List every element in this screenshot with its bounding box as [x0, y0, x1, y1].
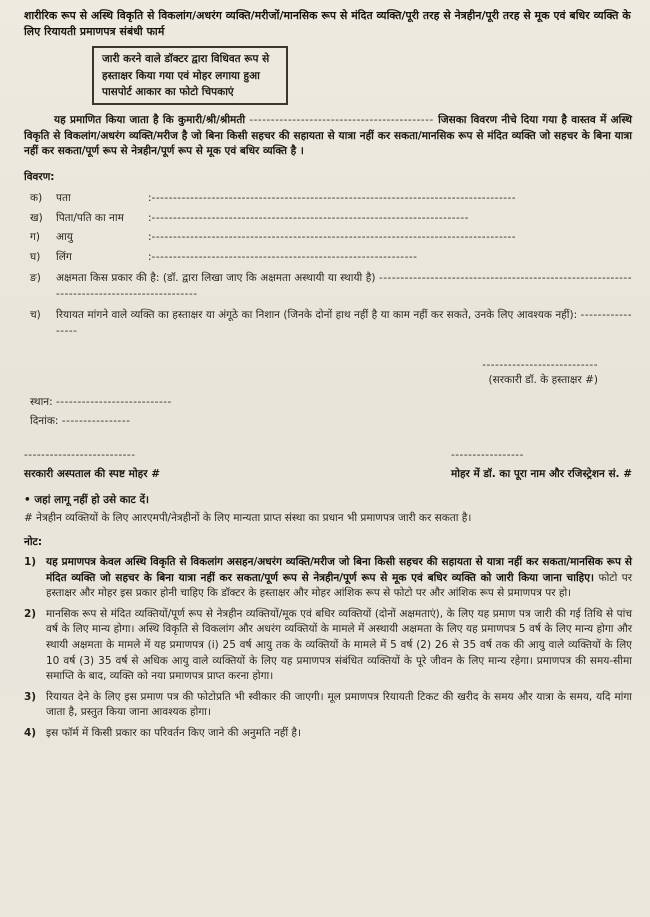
- date-row: [30, 414, 632, 430]
- date-label: दिनांक:: [30, 415, 59, 428]
- note-4-regular-text: इस फॉर्म में किसी प्रकार का परिवर्तन किए जाने की अनुमति नहीं है।: [46, 726, 301, 739]
- note-number: 3): [24, 690, 37, 703]
- note-3-regular-text: रियायत देने के लिए इस प्रमाण पत्र की फोटोप्रति भी स्वीकार की जाएगी। मूल प्रमाणपत्र रियायती टिकट की खरीद के समय और यात्रा के समय, यदि मांगा जाता है, प्रस्तुत किया जाना आवश्यक होगा।: [46, 690, 632, 719]
- detail-label-father-husband-name: पिता/पति का नाम: [56, 211, 124, 224]
- detail-row-gender: [30, 250, 632, 266]
- detail-label-gender: लिंग: [56, 250, 72, 263]
- place-label: स्थान:: [30, 395, 53, 408]
- father-husband-name-blank-line: --------------------------------------------------------------------------: [151, 211, 469, 224]
- certification-text-before: यह प्रमाणित किया जाता है कि कुमारी/श्री/श्रीमती: [54, 114, 250, 127]
- detail-label-age: आयु: [56, 231, 73, 244]
- place-row: [30, 395, 632, 411]
- photo-box-instructions: जारी करने वाले डॉक्टर द्वारा विधिवत रूप से हस्ताक्षर किया गया एवं मोहर लगाया हुआ पासपोर्ट आकार का फोटो चिपकाएं: [102, 53, 270, 98]
- detail-marker: ख): [30, 211, 43, 224]
- date-blank-line: ----------------: [61, 415, 131, 428]
- note-text: [46, 726, 632, 742]
- stamp-signature-row: [24, 448, 632, 483]
- doctor-name-registration-label: मोहर में डॉ. का पूरा नाम और रजिस्ट्रेशन सं. #: [450, 468, 632, 481]
- applicant-signature-instruction: रियायत मांगने वाले व्यक्ति का हस्ताक्षर या अंगूठे का निशान (जिनके दोनों हाथ नहीं है या काम नहीं कर सकते, उनके लिए आवश्यक नहीं):: [56, 309, 581, 322]
- photo-paste-box: [92, 46, 288, 105]
- note-item-4: [24, 726, 632, 742]
- detail-colon: :: [148, 250, 152, 263]
- doctor-name-line: -----------------: [450, 448, 524, 461]
- detail-colon: :: [148, 231, 152, 244]
- doctor-signature-label: (सरकारी डॉ. के हस्ताक्षर #): [488, 374, 598, 387]
- note-number: 2): [24, 607, 37, 620]
- hospital-stamp-block: [24, 448, 160, 483]
- note-number: 1): [24, 556, 37, 569]
- disability-type-blank-line: --------------------------------------------------------------------------------------------: [56, 272, 632, 300]
- address-blank-line: -------------------------------------------------------------------------------------: [151, 192, 517, 205]
- detail-marker: क): [30, 192, 43, 205]
- detail-row-age: [30, 230, 632, 246]
- age-blank-line: -------------------------------------------------------------------------------------: [151, 231, 517, 244]
- place-blank-line: ---------------------------: [56, 395, 172, 408]
- detail-row-applicant-signature: [30, 308, 632, 339]
- note-text: [46, 555, 632, 602]
- detail-marker: ग): [30, 231, 41, 244]
- note-2-regular-text: मानसिक रूप से मंदित व्यक्तियों/पूर्ण रूप से नेत्रहीन व्यक्तियों/मूक एवं बधिर व्यक्तियों (दोनों अक्षमताएं), के लिए यह प्रमाण पत्र जारी की गई तिथि से पांच वर्ष के लिए मान्य होगा। अस्थि विकृति से विकलांग और अधरंग व्यक्तियों के मामले में अस्थायी अक्षमता के लिए यह प्रमाणपत्र 5 वर्ष के लिए मान्य होगा और स्थायी अक्षमता के मामले में यह प्रमाणपत्र (i) 25 वर्ष आयु तक के व्यक्तियों के मामले में 5 वर्ष (2) 26 से 35 वर्ष तक की आयु वाले व्यक्तियों के लिए 10 वर्ष (3) 35 वर्ष से अधिक आयु वाले व्यक्तियों के लिए यह प्रमाणपत्र संबंधित व्यक्तियों के पूरे जीवन के लिए मान्य रहेगा। प्रमाणपत्र की समय-सीमा समाप्ति के बाद, व्यक्ति को नया प्रमाणपत्र प्राप्त करना होगा।: [46, 607, 632, 683]
- note-item-3: [24, 690, 632, 721]
- disability-type-question: अक्षमता किस प्रकार की है: (डॉ. द्वारा लिखा जाए कि अक्षमता अस्थायी या स्थायी है): [56, 272, 379, 285]
- doctor-signature-block: [24, 358, 598, 389]
- disability-type-text: [56, 271, 632, 302]
- applicant-signature-blank-line: -----------------: [56, 309, 632, 338]
- strike-out-footnote: • जहां लागू नहीं हो उसे काट दें।: [24, 493, 150, 506]
- detail-marker: च): [30, 309, 41, 322]
- note-text: [46, 607, 632, 685]
- form-title: शारीरिक रूप से अस्थि विकृति से विकलांग/अधरंग व्यक्ति/मरीजों/मानसिक रूप से मंदित व्यक्ति/पूरी तरह से नेत्रहीन/पूरी तरह से मूक एवं बधिर व्यक्ति के लिए रियायती प्रमाणपत्र संबंधी फार्म: [24, 9, 631, 39]
- name-blank-line: -------------------------------------------: [249, 114, 434, 127]
- hospital-stamp-line: --------------------------: [24, 448, 136, 461]
- note-1-bold-text: यह प्रमाणपत्र केवल अस्थि विकृति से विकलांग असहन/अधरंग व्यक्ति/मरीज जो बिना किसी सहचर की सहायता से यात्रा नहीं कर सकता/मानसिक रूप से मंदित व्यक्ति जो सहचर के बिना यात्रा नहीं कर सकता/पूर्ण रूप से नेत्रहीन/पूर्ण रूप से मूक एवं बधिर व्यक्ति को जारी किया जाना चाहिए।: [46, 556, 632, 584]
- note-text: [46, 690, 632, 721]
- detail-marker: घ): [30, 250, 41, 263]
- gender-blank-line: --------------------------------------------------------------: [151, 250, 418, 263]
- detail-row-disability-type: [30, 271, 632, 302]
- detail-colon: :: [148, 211, 152, 224]
- details-section: [24, 170, 632, 340]
- applicant-signature-text: [56, 308, 632, 339]
- notes-heading: नोट:: [24, 535, 43, 548]
- doctor-name-registration-block: [451, 448, 632, 483]
- details-heading: विवरण:: [24, 170, 55, 183]
- detail-label-address: पता: [56, 192, 71, 205]
- note-item-2: [24, 607, 632, 685]
- doctor-signature-line: ---------------------------: [482, 358, 598, 371]
- detail-row-father-husband-name: [30, 211, 632, 227]
- detail-colon: :: [148, 192, 152, 205]
- note-number: 4): [24, 726, 37, 739]
- note-item-1: [24, 555, 632, 602]
- rmp-footnote: # नेत्रहीन व्यक्तियों के लिए आरएमपी/नेत्रहीनों के लिए मान्यता प्राप्त संस्था का प्रधान भी प्रमाणपत्र जारी कर सकता है।: [24, 512, 472, 525]
- hospital-stamp-label: सरकारी अस्पताल की स्पष्ट मोहर #: [24, 468, 160, 481]
- note-1-regular-text: फोटो पर हस्ताक्षर और मोहर इस प्रकार होनी चाहिए कि डॉक्टर के हस्ताक्षर और मोहर आंशिक रूप से फोटो पर और आंशिक रूप से प्रमाणपत्र पर हो।: [46, 571, 632, 600]
- detail-marker: ङ): [30, 272, 41, 285]
- detail-row-address: [30, 191, 632, 207]
- certification-text-after: जिसका विवरण नीचे दिया गया है वास्तव में अस्थि विकृति से विकलांग/अधरंग व्यक्ति/मरीज है जो बिना किसी सहचर की सहायता से यात्रा नहीं कर सकता/मानसिक रूप से मंदित व्यक्ति जो सहचर के बिना यात्रा नहीं कर सकता/पूर्ण रूप से नेत्रहीन/पूर्ण रूप से मूक एवं बधिर व्यक्ति है ।: [24, 114, 632, 158]
- certification-paragraph: [24, 113, 632, 160]
